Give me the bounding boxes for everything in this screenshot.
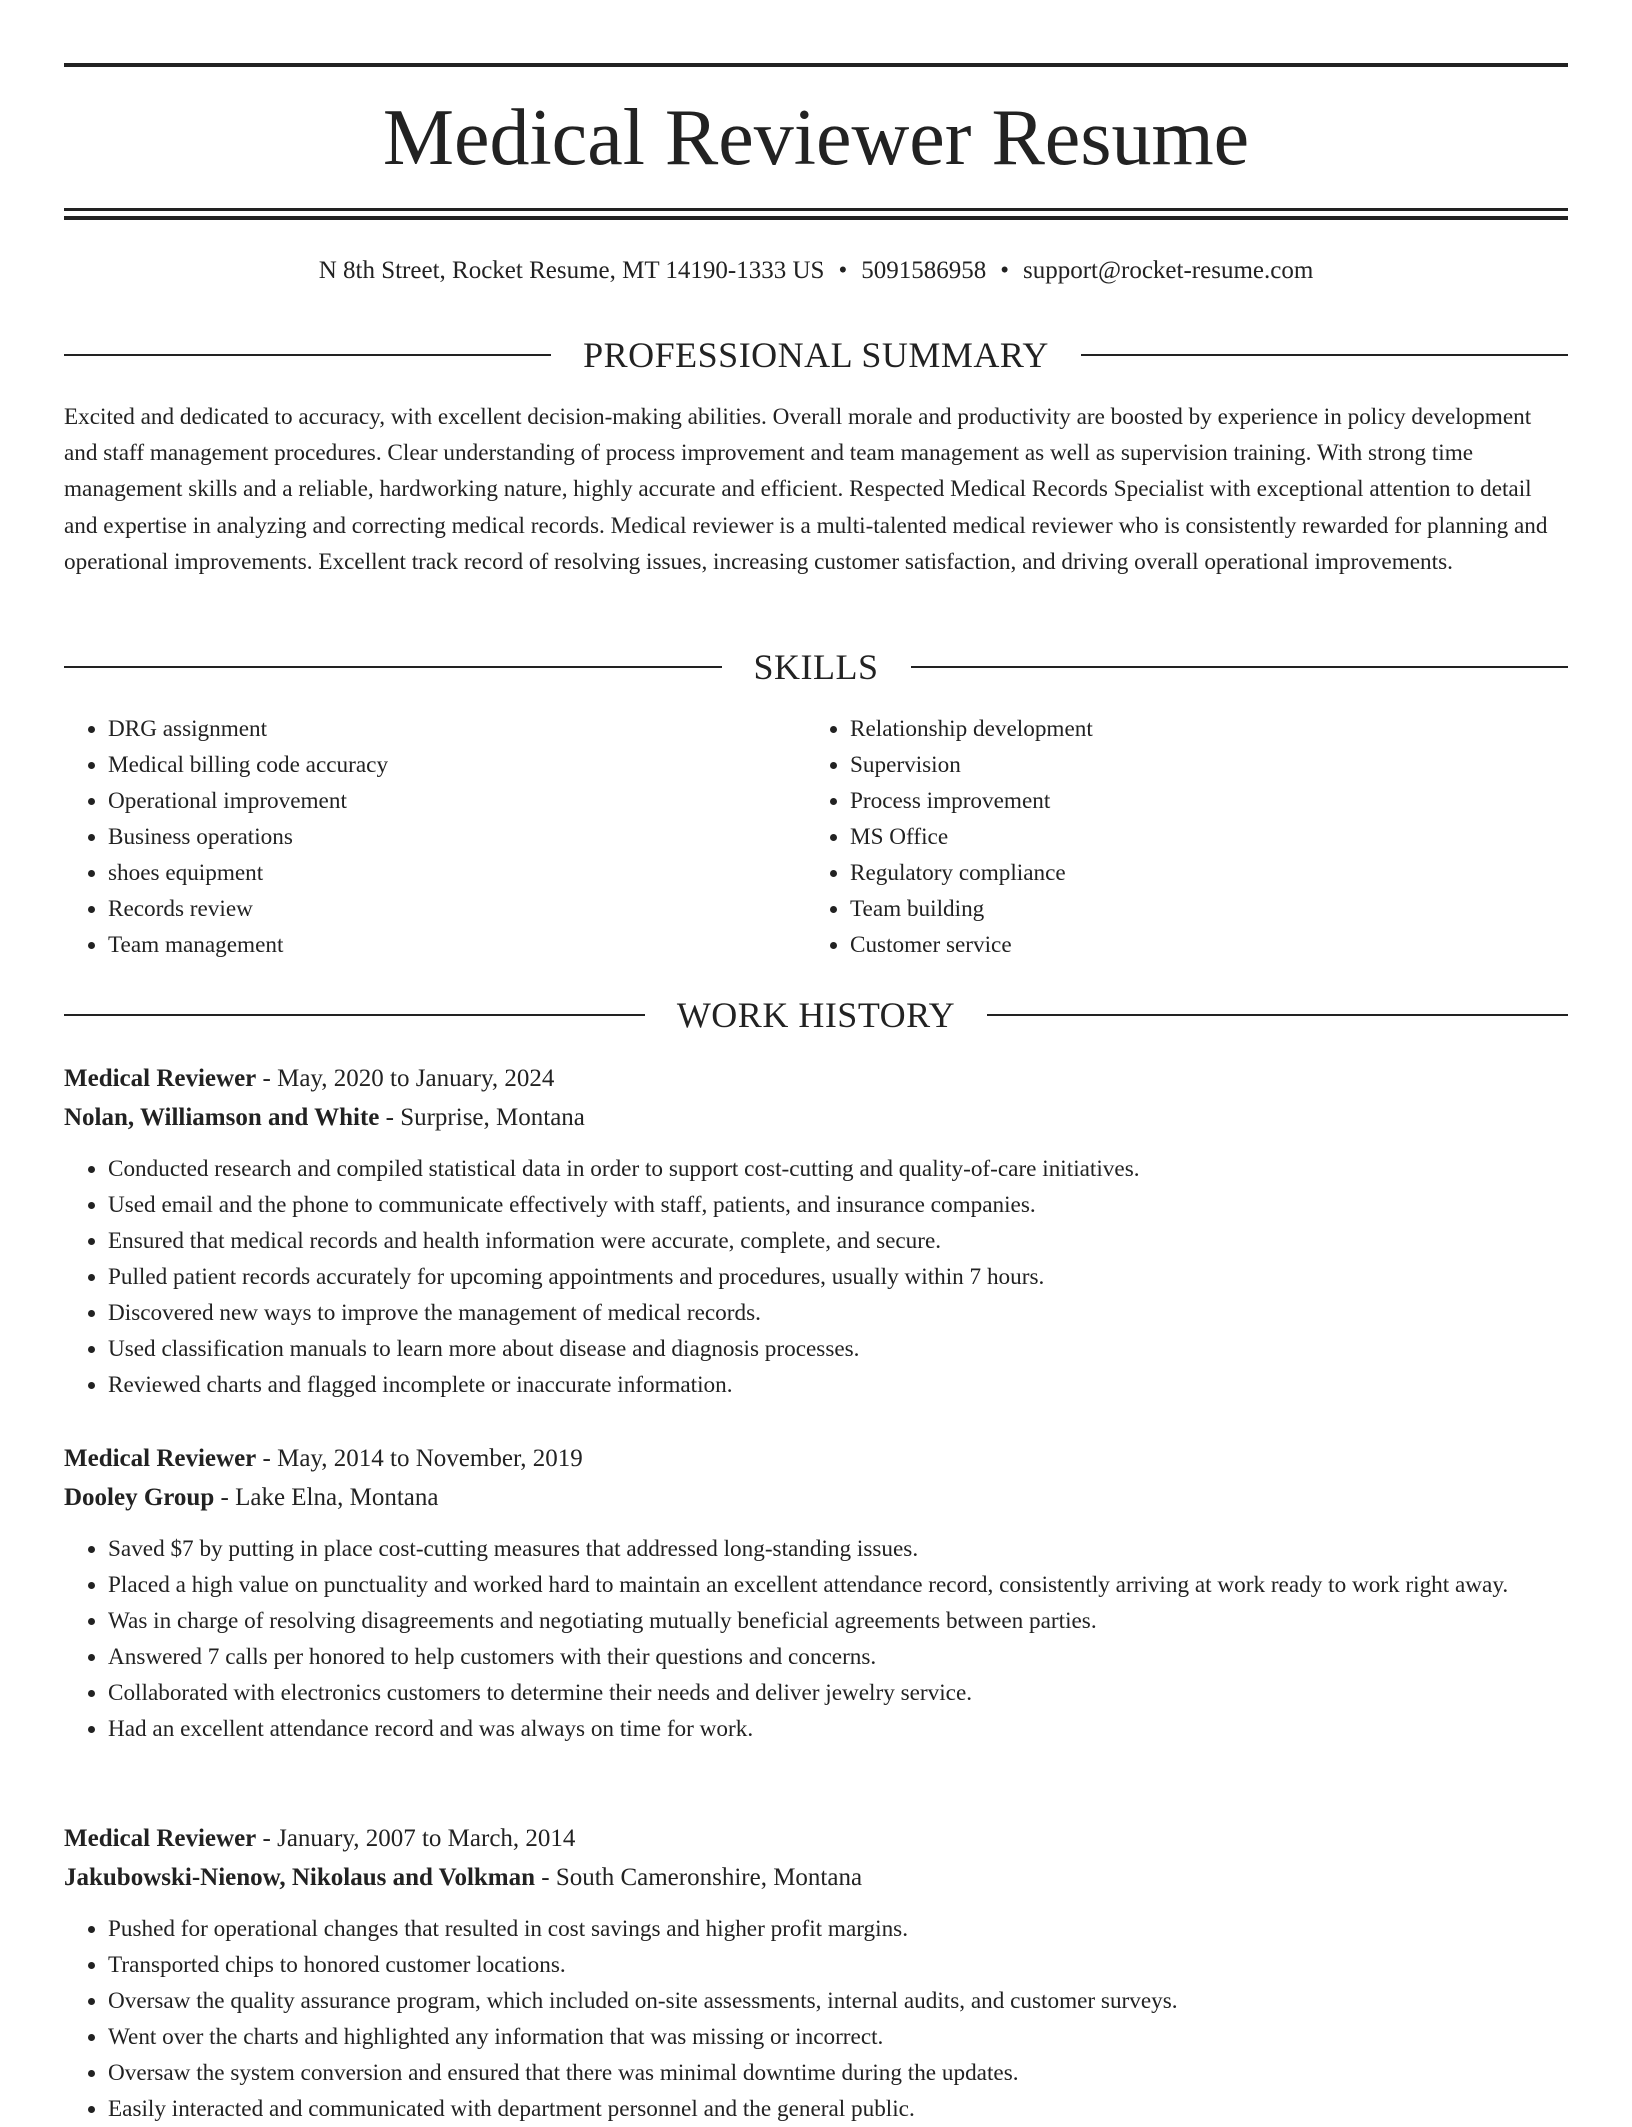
heading-rule-right (987, 1014, 1568, 1016)
job-company: Dooley Group (64, 1484, 215, 1511)
section-title: WORK HISTORY (676, 995, 956, 1035)
skills-column-left (64, 711, 806, 963)
job-bullet: • Reviewed charts and flagged incomplete or inaccurate information. (108, 1367, 1568, 1403)
contact-separator: • (1000, 257, 1009, 284)
professional-summary: Excited and dedicated to accuracy, with excellent decision-making abilities. Overall morale and productivity are boosted by experience in policy development and staff management procedures. Clear understanding of process improvement and team management as well as supervision training. With strong time management skills and a reliable, hardworking nature, highly accurate and efficient. Respected Medical Records Specialist with exceptional attention to detail and expertise in analyzing and correcting medical records. Medical reviewer is a multi-talented medical reviewer who is consistently rewarded for planning and operational improvements. Excellent track record of resolving issues, increasing customer satisfaction, and driving overall operational improvements. (64, 404, 1548, 575)
skill-item: • Process improvement (850, 783, 1548, 819)
heading-rule-left (64, 666, 722, 668)
contact-phone: 5091586958 (861, 257, 987, 284)
heading-rule-left (64, 354, 551, 356)
skill-item: • shoes equipment (108, 855, 806, 891)
skill-item: • Customer service (850, 927, 1548, 963)
contact-address: N 8th Street, Rocket Resume, MT 14190-1333 US (318, 257, 825, 284)
job-entry (64, 1440, 1568, 1747)
skill-item: • MS Office (850, 819, 1548, 855)
job-entry (64, 1060, 1568, 1403)
job-bullet: • Conducted research and compiled statistical data in order to support cost-cutting and quality-of-care initiatives. (108, 1151, 1568, 1187)
skill-item: • Regulatory compliance (850, 855, 1548, 891)
job-bullets (64, 1911, 1568, 2127)
job-bullet: • Pushed for operational changes that resulted in cost savings and higher profit margins. (108, 1911, 1568, 1947)
skill-item: • Business operations (108, 819, 806, 855)
job-bullet: • Had an excellent attendance record and was always on time for work. (108, 1711, 1568, 1747)
section-title: PROFESSIONAL SUMMARY (583, 335, 1049, 375)
job-company-line (64, 1099, 1568, 1137)
job-bullet: • Answered 7 calls per honored to help customers with their questions and concerns. (108, 1639, 1568, 1675)
job-bullet: • Easily interacted and communicated with department personnel and the general public. (108, 2091, 1568, 2127)
job-dates: - May, 2014 to November, 2019 (256, 1445, 583, 1472)
job-bullet: • Was in charge of resolving disagreements and negotiating mutually beneficial agreements between parties. (108, 1603, 1568, 1639)
job-entry (64, 1820, 1568, 2127)
job-bullets (64, 1151, 1568, 1403)
job-title-line (64, 1440, 1568, 1478)
job-bullet: • Ensured that medical records and health information were accurate, complete, and secure. (108, 1223, 1568, 1259)
job-dates: - May, 2020 to January, 2024 (256, 1065, 555, 1092)
job-bullet: • Saved $7 by putting in place cost-cutting measures that addressed long-standing issues. (108, 1531, 1568, 1567)
job-bullet: • Pulled patient records accurately for upcoming appointments and procedures, usually within 7 hours. (108, 1259, 1568, 1295)
skill-item: • Team building (850, 891, 1548, 927)
section-title: SKILLS (753, 647, 879, 687)
job-bullet: • Discovered new ways to improve the management of medical records. (108, 1295, 1568, 1331)
job-title: Medical Reviewer (64, 1065, 257, 1092)
skill-item: • Operational improvement (108, 783, 806, 819)
skill-item: • Supervision (850, 747, 1548, 783)
job-bullets (64, 1531, 1568, 1747)
job-title: Medical Reviewer (64, 1445, 257, 1472)
section-heading-skills (64, 645, 1568, 689)
job-bullet: • Placed a high value on punctuality and worked hard to maintain an excellent attendance record, consistently arriving at work ready to work right away. (108, 1567, 1568, 1603)
skills-list (64, 711, 1568, 963)
top-rule (64, 63, 1568, 67)
job-location: - South Cameronshire, Montana (535, 1864, 863, 1891)
job-location: - Surprise, Montana (379, 1104, 585, 1131)
section-heading-summary (64, 333, 1568, 377)
skills-column-right (806, 711, 1548, 963)
job-bullet: • Transported chips to honored customer locations. (108, 1947, 1568, 1983)
skill-item: • DRG assignment (108, 711, 806, 747)
job-location: - Lake Elna, Montana (214, 1484, 439, 1511)
heading-rule-right (1081, 354, 1568, 356)
job-company-line (64, 1479, 1568, 1517)
job-bullet: • Went over the charts and highlighted any information that was missing or incorrect. (108, 2019, 1568, 2055)
skill-item: • Relationship development (850, 711, 1548, 747)
job-company-line (64, 1859, 1568, 1897)
job-bullet: • Collaborated with electronics customers to determine their needs and deliver jewelry service. (108, 1675, 1568, 1711)
job-dates: - January, 2007 to March, 2014 (256, 1825, 576, 1852)
job-company: Jakubowski-Nienow, Nikolaus and Volkman (64, 1864, 536, 1891)
skill-item: • Records review (108, 891, 806, 927)
skill-item: • Team management (108, 927, 806, 963)
job-bullet: • Oversaw the system conversion and ensured that there was minimal downtime during the updates. (108, 2055, 1568, 2091)
skill-item: • Medical billing code accuracy (108, 747, 806, 783)
section-heading-work-history (64, 993, 1568, 1037)
heading-rule-right (911, 666, 1569, 668)
job-bullet: • Used email and the phone to communicate effectively with staff, patients, and insurance companies. (108, 1187, 1568, 1223)
title-double-rule (64, 208, 1568, 220)
contact-email: support@rocket-resume.com (1022, 257, 1314, 284)
resume-title: Medical Reviewer Resume (382, 94, 1250, 182)
job-bullet: • Used classification manuals to learn more about disease and diagnosis processes. (108, 1331, 1568, 1367)
heading-rule-left (64, 1014, 645, 1016)
job-title-line (64, 1820, 1568, 1858)
job-title: Medical Reviewer (64, 1825, 257, 1852)
job-company: Nolan, Williamson and White (64, 1104, 380, 1131)
job-title-line (64, 1060, 1568, 1098)
job-bullet: • Oversaw the quality assurance program, which included on-site assessments, internal audits, and customer surveys. (108, 1983, 1568, 2019)
contact-separator: • (838, 257, 848, 284)
contact-line (64, 254, 1568, 288)
